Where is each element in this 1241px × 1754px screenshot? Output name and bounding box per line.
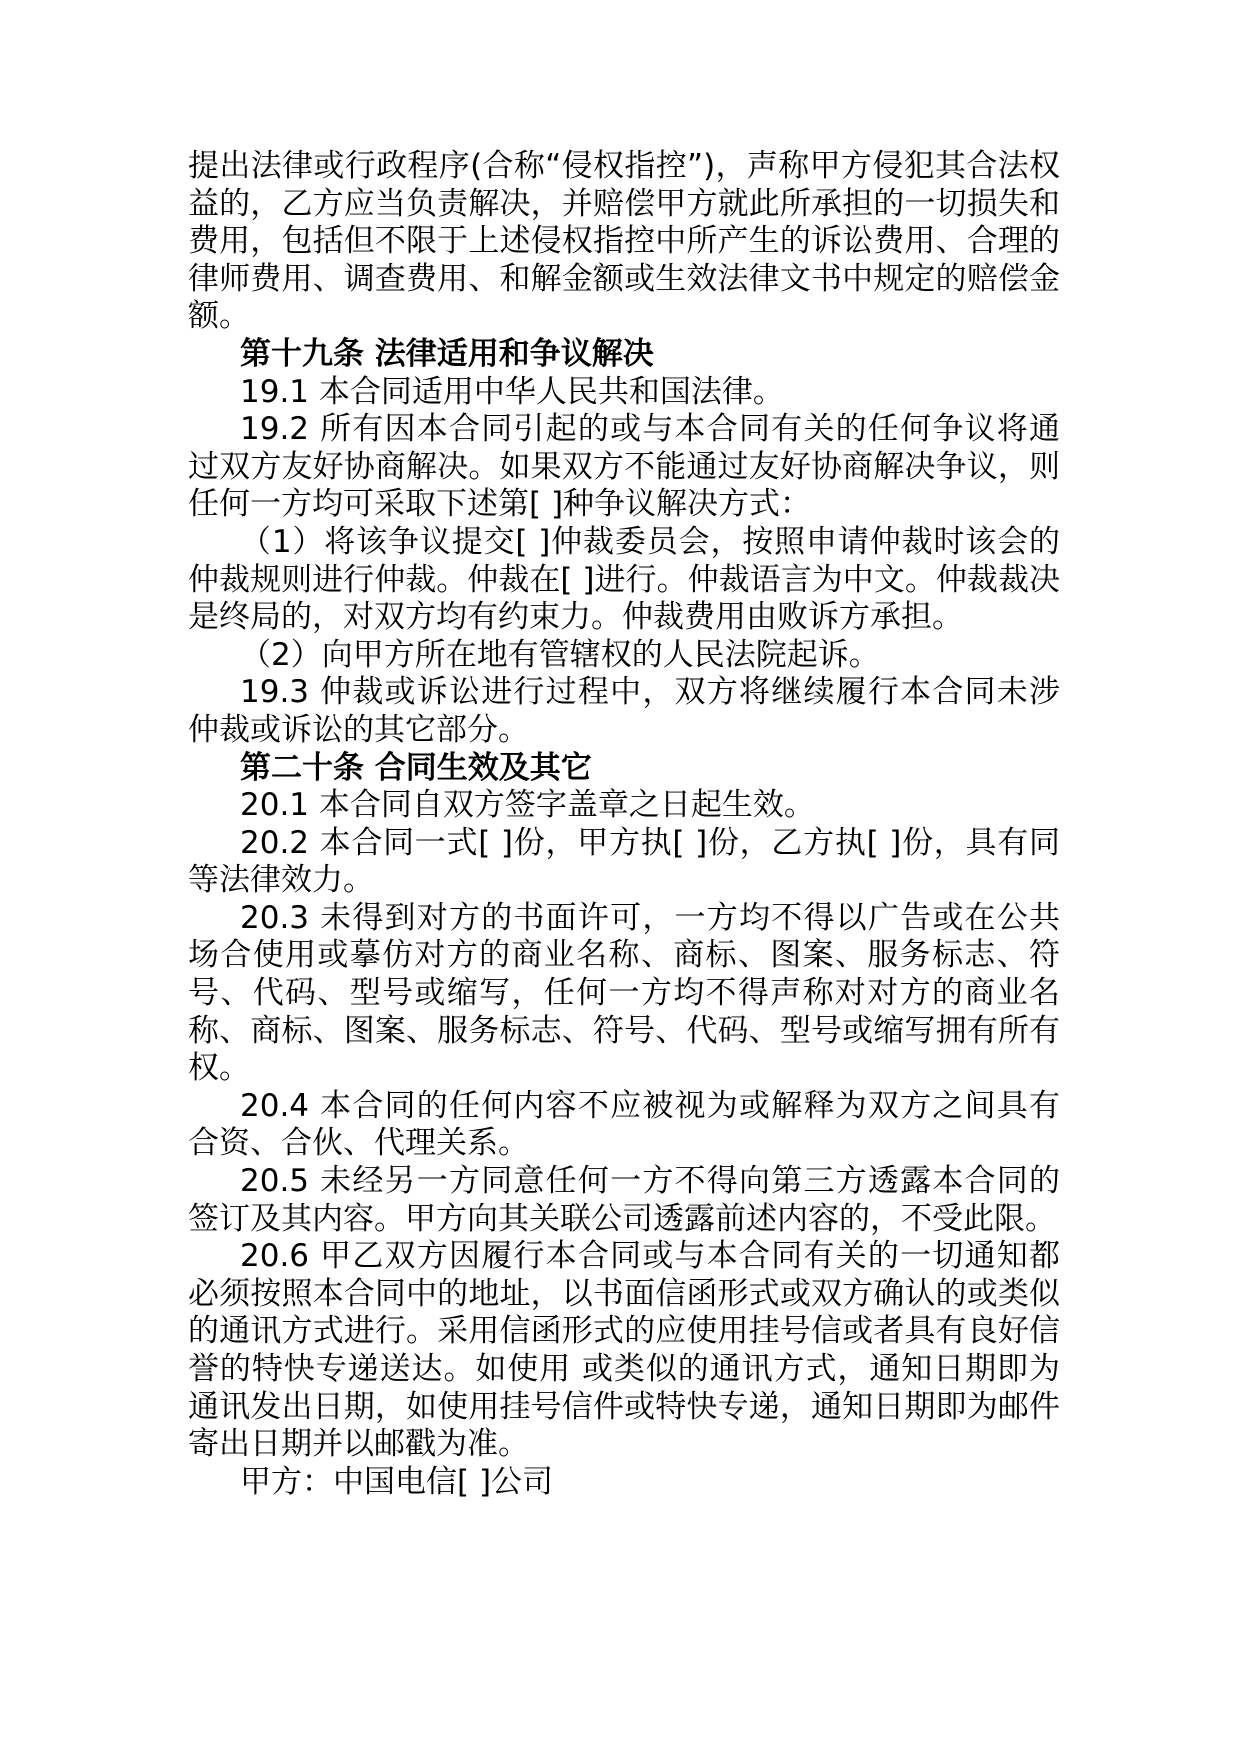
clause-20-3: 20.3 未得到对方的书面许可，一方均不得以广告或在公共场合使用或摹仿对方的商业名称、商标、图案、服务标志、符号、代码、型号或缩写，任何一方均不得声称对对方的商业名称、商标、图案、服务标志、符号、代码、型号或缩写拥有所有权。 xyxy=(188,899,1060,1087)
clause-20-5: 20.5 未经另一方同意任何一方不得向第三方透露本合同的签订及其内容。甲方向其关联公司透露前述内容的，不受此限。 xyxy=(188,1163,1060,1237)
clause-20-4: 20.4 本合同的任何内容不应被视为或解释为双方之间具有合资、合伙、代理关系。 xyxy=(188,1087,1060,1162)
clause-19-3: 19.3 仲裁或诉讼进行过程中，双方将继续履行本合同未涉仲裁或诉讼的其它部分。 xyxy=(188,674,1060,748)
clause-20-1: 20.1 本合同自双方签字盖章之日起生效。 xyxy=(240,787,815,824)
clause-19-2-option-2: （2）向甲方所在地有管辖权的人民法院起诉。 xyxy=(240,636,880,673)
clause-20-2: 20.2 本合同一式[ ]份，甲方执[ ]份，乙方执[ ]份，具有同等法律效力。 xyxy=(188,824,1060,899)
heading-article-20: 第二十条 合同生效及其它 xyxy=(240,749,592,786)
clause-19-2-option-1: （1）将该争议提交[ ]仲裁委员会，按照申请仲裁时该会的仲裁规则进行仲裁。仲裁在[ ]进行。仲裁语言为中文。仲裁裁决是终局的，对双方均有约束力。仲裁费用由败诉方承担。 xyxy=(188,523,1060,636)
heading-article-19: 第十九条 法律适用和争议解决 xyxy=(240,335,654,372)
clause-19-1: 19.1 本合同适用中华人民共和国法律。 xyxy=(240,373,784,410)
paragraph-infringement-indemnity: 提出法律或行政程序(合称“侵权指控”)，声称甲方侵犯其合法权益的，乙方应当负责解决，并赔偿甲方就此所承担的一切损失和费用，包括但不限于上述侵权指控中所产生的诉讼费用、合理的律师费用、调查费用、和解金额或生效法律文书中规定的赔偿金额。 xyxy=(188,148,1060,335)
clause-20-6: 20.6 甲乙双方因履行本合同或与本合同有关的一切通知都必须按照本合同中的地址，以书面信函形式或双方确认的或类似的通讯方式进行。采用信函形式的应使用挂号信或者具有良好信誉的特快专递送达。如使用 或类似的通讯方式，通知日期即为通讯发出日期，如使用挂号信件或特快专递，通知日期即为邮件寄出日期并以邮戳为准。 xyxy=(188,1238,1060,1463)
contract-page xyxy=(188,148,1060,1501)
party-a-signature-line: 甲方：中国电信[ ]公司 xyxy=(240,1463,554,1500)
clause-19-2: 19.2 所有因本合同引起的或与本合同有关的任何争议将通过双方友好协商解决。如果双方不能通过友好协商解决争议，则任何一方均可采取下述第[ ]种争议解决方式： xyxy=(188,411,1060,523)
